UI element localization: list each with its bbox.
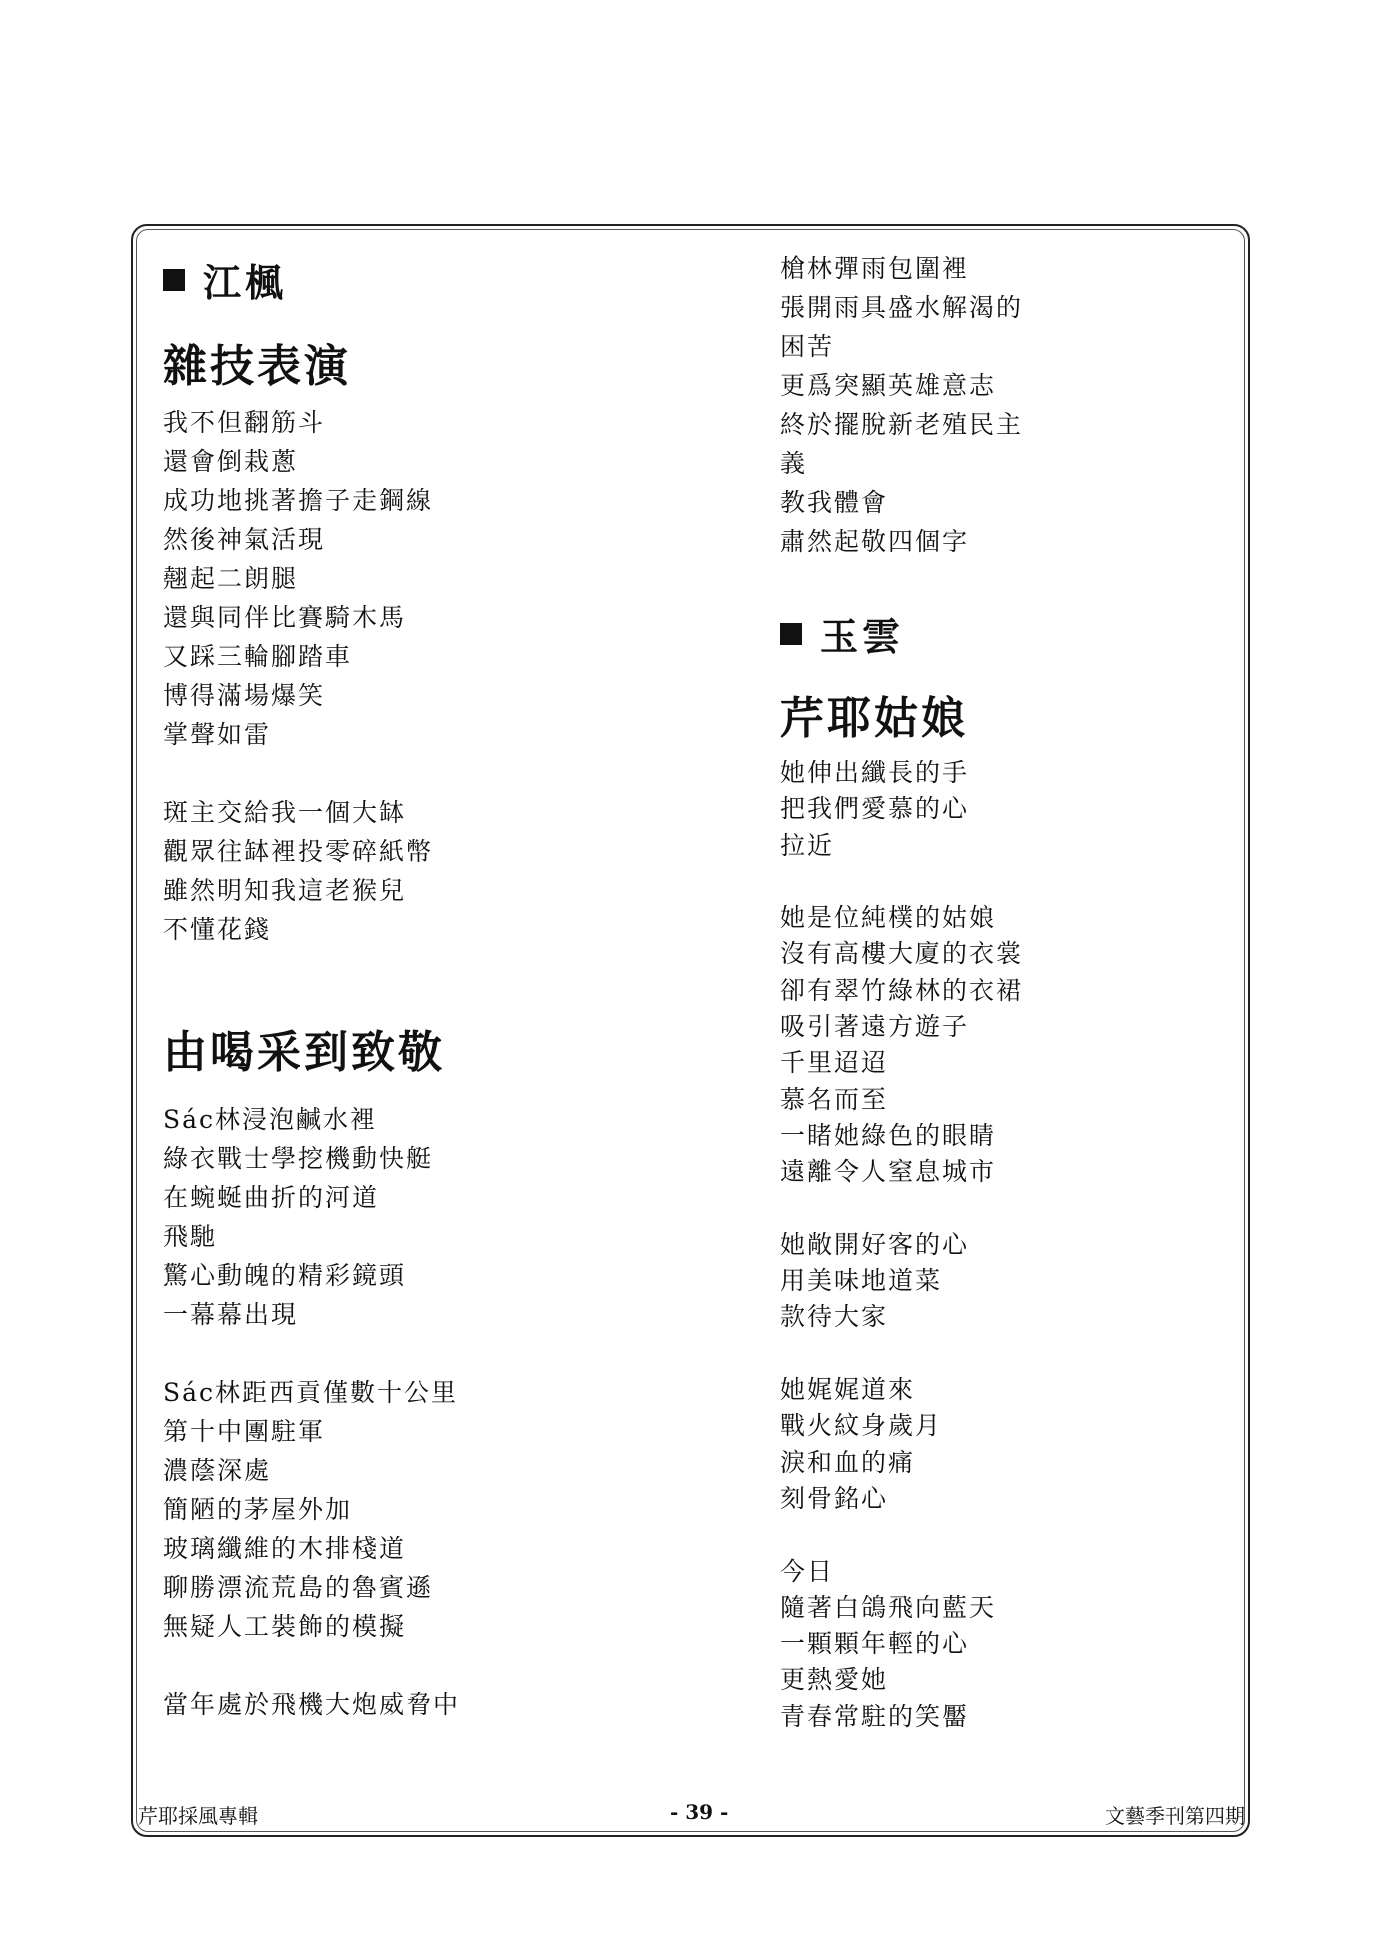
stanza-break [780, 1336, 1023, 1372]
poem-line: 把我們愛慕的心 [780, 794, 970, 824]
poem-title-2: 由喝采到致敬 [163, 1027, 445, 1078]
poem-line: 無疑人工裝飾的模擬 [163, 1612, 407, 1641]
poem-line: 掌聲如雷 [163, 720, 272, 749]
author-left [163, 252, 287, 307]
stanza-break [780, 1517, 1023, 1553]
poem-line: 玻璃纖維的木排棧道 [163, 1534, 407, 1563]
stanza-break [780, 864, 1023, 900]
poem-line: 張開雨具盛水解渴的 [780, 293, 1024, 322]
poem-1-lines [163, 403, 433, 949]
poem-line: 博得滿場爆笑 [163, 681, 326, 710]
footer-publication-section: 芹耶採風專輯 [138, 1804, 258, 1828]
author-name: 江楓 [203, 260, 288, 305]
stanza-break [163, 1334, 460, 1373]
poem-line: 飛馳 [163, 1222, 218, 1251]
poem-line: 她是位純樸的姑娘 [780, 903, 997, 933]
stanza-break [780, 1191, 1023, 1227]
poem-line: Sác林距西貢僅數十公里 [163, 1378, 459, 1407]
stanza-break [163, 754, 433, 793]
poem-line: 還會倒栽蔥 [163, 447, 299, 476]
poem-line: 雖然明知我這老猴兒 [163, 876, 407, 905]
poem-line: 終於擺脫新老殖民主 [780, 410, 1024, 439]
poem-line: 成功地挑著擔子走鋼線 [163, 486, 434, 515]
poem-line: 她娓娓道來 [780, 1375, 916, 1405]
poem-line: 一睹她綠色的眼睛 [780, 1120, 997, 1150]
poem-2-continuation-lines [780, 249, 1023, 561]
poem-line: 沒有高樓大廈的衣裳 [780, 939, 1024, 969]
poem-line: 卻有翠竹綠林的衣裙 [780, 975, 1024, 1005]
poem-line: 款待大家 [780, 1302, 889, 1332]
poem-line: 第十中團駐軍 [163, 1417, 326, 1446]
poem-line: 淚和血的痛 [780, 1447, 916, 1477]
poem-line: 又踩三輪腳踏車 [163, 642, 353, 671]
poem-line: 斑主交給我一個大缽 [163, 798, 407, 827]
poem-line: 今日 [780, 1556, 835, 1586]
poem-line: 還與同伴比賽騎木馬 [163, 603, 407, 632]
footer-journal-issue: 文藝季刊第四期 [1105, 1804, 1245, 1828]
poem-line: 濃蔭深處 [163, 1456, 272, 1485]
poem-line: 然後神氣活現 [163, 525, 326, 554]
poem-line: 更爲突顯英雄意志 [780, 371, 997, 400]
poem-line: 一顆顆年輕的心 [780, 1629, 970, 1659]
poem-line: 刻骨銘心 [780, 1483, 889, 1513]
poem-line: Sác林浸泡鹹水裡 [163, 1105, 378, 1134]
poem-line: 千里迢迢 [780, 1048, 889, 1078]
poem-line: 她敞開好客的心 [780, 1229, 970, 1259]
page-number: - 39 - [670, 1800, 729, 1824]
poem-line: 一幕幕出現 [163, 1300, 299, 1329]
poem-2-lines [163, 1100, 460, 1724]
poem-line: 肅然起敬四個字 [780, 527, 970, 556]
poem-line: 聊勝漂流荒島的魯賓遜 [163, 1573, 434, 1602]
bullet-square-icon [163, 269, 185, 291]
poem-line: 青春常駐的笑靨 [780, 1701, 970, 1731]
poem-line: 當年處於飛機大炮威脅中 [163, 1690, 461, 1719]
poem-line: 更熱愛她 [780, 1665, 889, 1695]
poem-line: 在蜿蜒曲折的河道 [163, 1183, 380, 1212]
poem-line: 驚心動魄的精彩鏡頭 [163, 1261, 407, 1290]
poem-line: 吸引著遠方遊子 [780, 1012, 970, 1042]
poem-line: 隨著白鴿飛向藍天 [780, 1592, 997, 1622]
poem-line: 簡陋的茅屋外加 [163, 1495, 353, 1524]
poem-title-3: 芹耶姑娘 [780, 693, 968, 744]
poem-line: 翹起二朗腿 [163, 564, 299, 593]
poem-line: 綠衣戰士學挖機動快艇 [163, 1144, 434, 1173]
poem-line: 義 [780, 449, 808, 478]
poem-line: 她伸出纖長的手 [780, 758, 970, 787]
poem-line: 用美味地道菜 [780, 1266, 943, 1296]
bullet-square-icon [780, 623, 802, 645]
poem-line: 戰火紋身歲月 [780, 1411, 943, 1441]
poem-3-lines [780, 755, 1023, 1735]
poem-line: 我不但翻筋斗 [163, 408, 326, 437]
poem-line: 槍林彈雨包圍裡 [780, 254, 970, 283]
poem-title-1: 雜技表演 [163, 341, 351, 392]
poem-line: 困苦 [780, 332, 835, 361]
poem-line: 拉近 [780, 830, 835, 860]
poem-line: 觀眾往缽裡投零碎紙幣 [163, 837, 434, 866]
poem-line: 慕名而至 [780, 1084, 889, 1114]
stanza-break [163, 1646, 460, 1685]
poem-line: 不懂花錢 [163, 915, 272, 944]
author-right [780, 606, 904, 661]
poem-line: 教我體會 [780, 488, 889, 517]
author-name: 玉雲 [820, 614, 905, 659]
poem-line: 遠離令人窒息城市 [780, 1157, 997, 1187]
